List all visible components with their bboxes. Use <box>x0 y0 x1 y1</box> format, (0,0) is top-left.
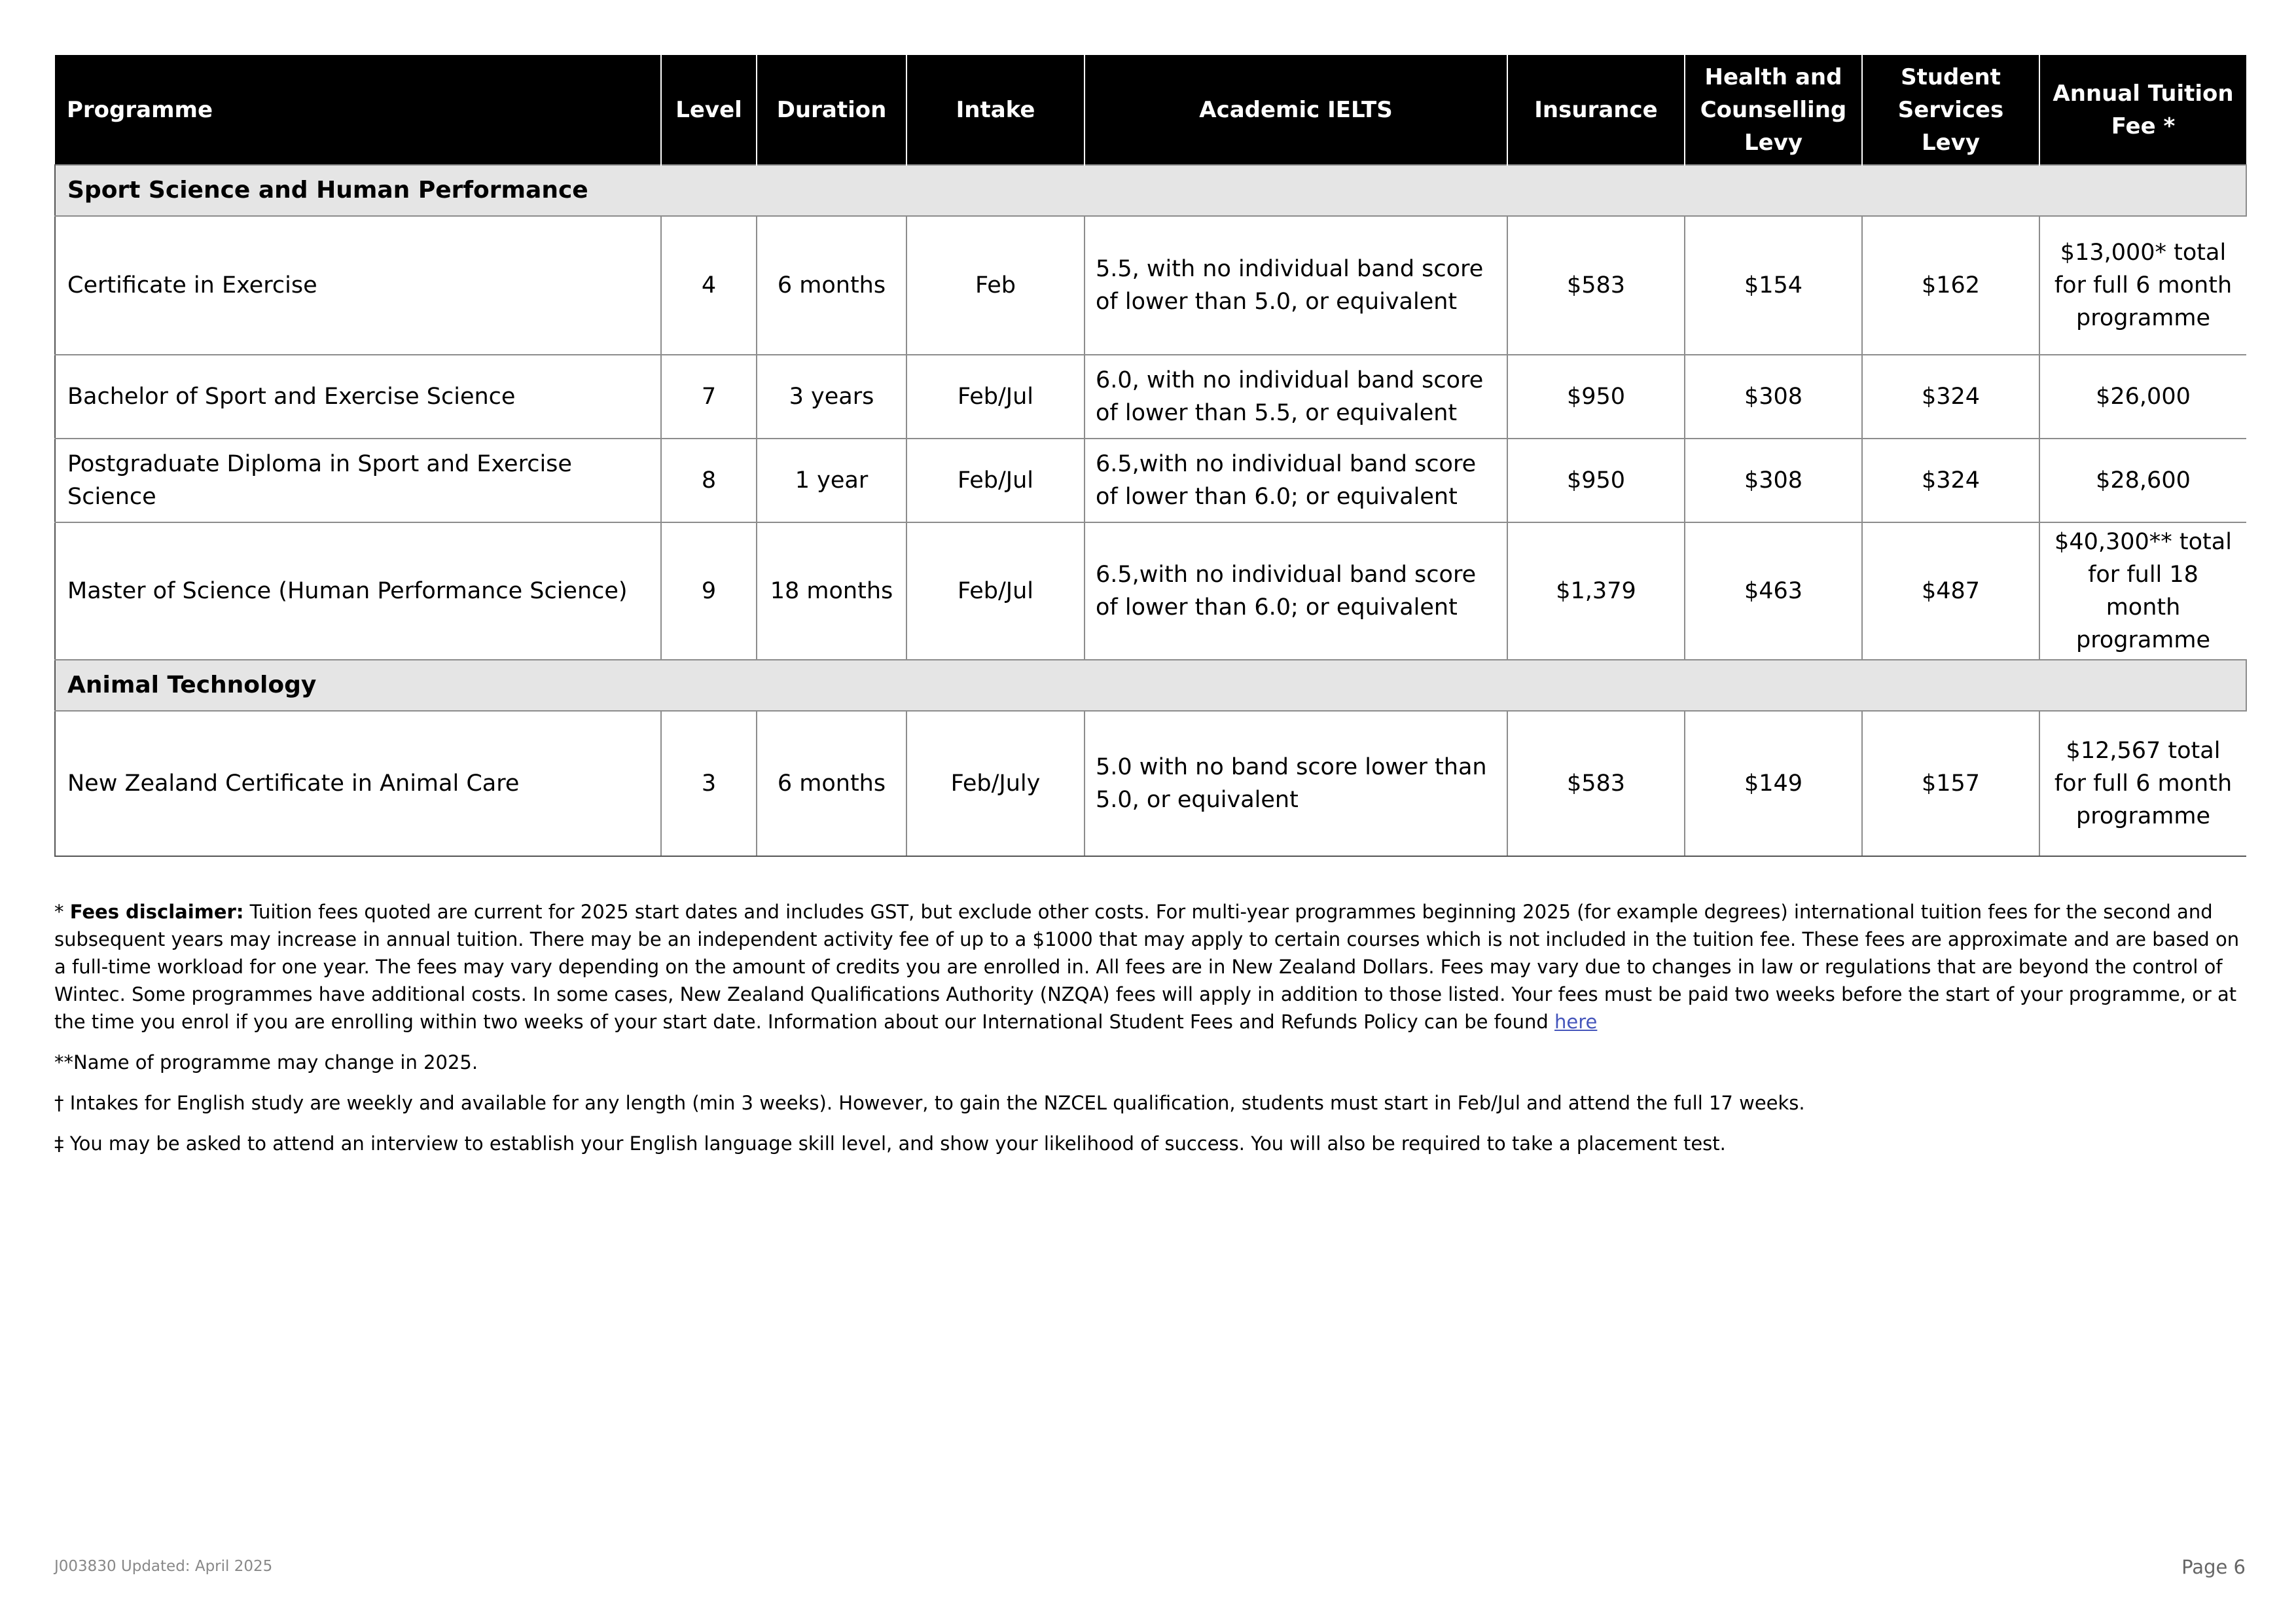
cell-ielts: 5.5, with no individual band score of lower than 5.0, or equivalent <box>1085 216 1507 355</box>
cell-programme: Master of Science (Human Performance Science) <box>55 522 661 660</box>
header-intake: Intake <box>906 55 1085 165</box>
cell-level: 8 <box>661 439 757 522</box>
cell-insurance: $583 <box>1507 216 1685 355</box>
cell-tuition-fee: $12,567 total for full 6 month programme <box>2039 711 2246 856</box>
cell-duration: 6 months <box>757 216 906 355</box>
table-row <box>55 355 2246 439</box>
cell-services-levy: $324 <box>1862 439 2039 522</box>
header-health-counselling-levy: Health and Counselling Levy <box>1685 55 1862 165</box>
cell-health-levy: $463 <box>1685 522 1862 660</box>
cell-insurance: $950 <box>1507 439 1685 522</box>
english-intakes-note: † Intakes for English study are weekly and available for any length (min 3 weeks). However, to gain the NZCEL qualification, students must start in Feb/Jul and attend the full 17 weeks. <box>54 1092 1805 1114</box>
cell-intake: Feb/July <box>906 711 1085 856</box>
interview-note: ‡ You may be asked to attend an interview to establish your English language skill level, and show your likelihood of success. You will also be required to take a placement test. <box>54 1132 1726 1155</box>
cell-duration: 1 year <box>757 439 906 522</box>
cell-duration: 18 months <box>757 522 906 660</box>
section-title: Animal Technology <box>55 660 2246 711</box>
header-duration: Duration <box>757 55 906 165</box>
cell-programme: New Zealand Certificate in Animal Care <box>55 711 661 856</box>
section-title: Sport Science and Human Performance <box>55 165 2246 216</box>
cell-health-levy: $149 <box>1685 711 1862 856</box>
table-row <box>55 522 2246 660</box>
cell-services-levy: $487 <box>1862 522 2039 660</box>
header-level: Level <box>661 55 757 165</box>
cell-tuition-fee: $13,000* total for full 6 month programme <box>2039 216 2246 355</box>
table-row <box>55 711 2246 856</box>
footnotes <box>54 898 2246 1170</box>
cell-health-levy: $308 <box>1685 355 1862 439</box>
section-header-sport-science <box>55 165 2246 216</box>
cell-insurance: $950 <box>1507 355 1685 439</box>
programme-name-note: **Name of programme may change in 2025. <box>54 1051 478 1074</box>
disclaimer-label: Fees disclaimer: <box>69 901 244 923</box>
cell-health-levy: $154 <box>1685 216 1862 355</box>
cell-services-levy: $324 <box>1862 355 2039 439</box>
document-reference: J003830 Updated: April 2025 <box>54 1558 273 1575</box>
header-insurance: Insurance <box>1507 55 1685 165</box>
cell-tuition-fee: $40,300** total for full 18 month programme <box>2039 522 2246 660</box>
table-row <box>55 439 2246 522</box>
cell-tuition-fee: $26,000 <box>2039 355 2246 439</box>
cell-programme: Bachelor of Sport and Exercise Science <box>55 355 661 439</box>
cell-ielts: 6.5,with no individual band score of lower than 6.0; or equivalent <box>1085 439 1507 522</box>
cell-duration: 3 years <box>757 355 906 439</box>
cell-services-levy: $162 <box>1862 216 2039 355</box>
header-programme: Programme <box>55 55 661 165</box>
cell-health-levy: $308 <box>1685 439 1862 522</box>
cell-level: 3 <box>661 711 757 856</box>
cell-ielts: 6.5,with no individual band score of lower than 6.0; or equivalent <box>1085 522 1507 660</box>
cell-level: 9 <box>661 522 757 660</box>
disclaimer-prefix: * <box>54 901 70 923</box>
table-row <box>55 216 2246 355</box>
cell-intake: Feb <box>906 216 1085 355</box>
refunds-policy-link[interactable]: here <box>1554 1011 1598 1033</box>
page-number: Page 6 <box>2181 1556 2246 1578</box>
disclaimer-text: Tuition fees quoted are current for 2025 start dates and includes GST, but exclude other costs. For multi-year programmes beginning 2025 (for example degrees) international tuition fees for the second and subsequent years may increase in annual tuition. There may be an independent activity fee of up to a $1000 that may apply to certain courses which is not included in the tuition fee. These fees are approximate and are based on a full-time workload for one year. The fees may vary depending on the amount of credits you are enrolled in. All fees are in New Zealand Dollars. Fees may vary due to changes in law or regulations that are beyond the control of Wintec. Some programmes have additional costs. In some cases, New Zealand Qualifications Authority (NZQA) fees will apply in addition to those listed. Your fees must be paid two weeks before the start of your programme, or at the time you enrol if you are enrolling within two weeks of your start date. Information about our International Student Fees and Refunds Policy can be found <box>54 901 2240 1033</box>
cell-ielts: 5.0 with no band score lower than 5.0, or equivalent <box>1085 711 1507 856</box>
cell-programme: Certificate in Exercise <box>55 216 661 355</box>
table-header-row <box>55 55 2246 165</box>
fees-disclaimer <box>54 898 2246 1036</box>
cell-duration: 6 months <box>757 711 906 856</box>
cell-level: 4 <box>661 216 757 355</box>
cell-ielts: 6.0, with no individual band score of lower than 5.5, or equivalent <box>1085 355 1507 439</box>
cell-level: 7 <box>661 355 757 439</box>
cell-intake: Feb/Jul <box>906 439 1085 522</box>
section-header-animal-technology <box>55 660 2246 711</box>
cell-insurance: $1,379 <box>1507 522 1685 660</box>
cell-intake: Feb/Jul <box>906 522 1085 660</box>
header-academic-ielts: Academic IELTS <box>1085 55 1507 165</box>
cell-programme: Postgraduate Diploma in Sport and Exercise Science <box>55 439 661 522</box>
cell-services-levy: $157 <box>1862 711 2039 856</box>
cell-tuition-fee: $28,600 <box>2039 439 2246 522</box>
programme-fees-table <box>54 55 2247 857</box>
cell-intake: Feb/Jul <box>906 355 1085 439</box>
header-annual-tuition-fee: Annual Tuition Fee * <box>2039 55 2246 165</box>
cell-insurance: $583 <box>1507 711 1685 856</box>
header-student-services-levy: Student Services Levy <box>1862 55 2039 165</box>
